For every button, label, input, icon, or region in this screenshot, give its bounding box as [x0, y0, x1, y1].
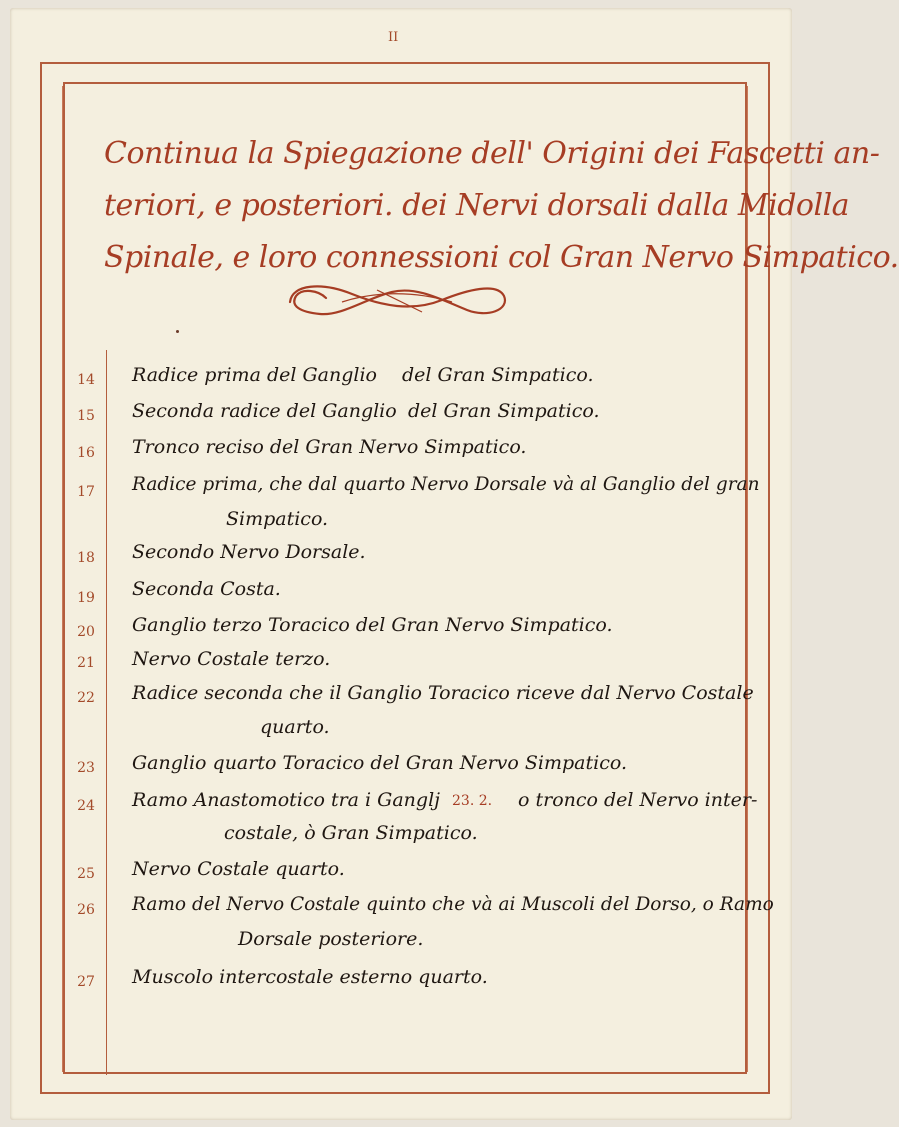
- entry-text: Ganglio terzo Toracico del Gran Nervo Simpatico.: [132, 614, 613, 636]
- entry-continuation: Simpatico.: [226, 508, 329, 530]
- entry-number: 14: [77, 372, 95, 388]
- entry-text: Secondo Nervo Dorsale.: [132, 541, 366, 563]
- figure-reference: 23. 2.: [452, 793, 493, 809]
- ink-dot: [176, 330, 179, 333]
- entry-text: Nervo Costale terzo.: [132, 648, 331, 670]
- entry-number: 26: [77, 902, 95, 918]
- entry-number: 19: [77, 590, 95, 606]
- entry-number: 16: [77, 445, 95, 461]
- entry-continuation: Dorsale posteriore.: [238, 928, 424, 950]
- entry-continuation: costale, ò Gran Simpatico.: [224, 822, 478, 844]
- page-number: II: [388, 30, 399, 45]
- heading: [104, 128, 899, 284]
- entry-text: Ganglio quarto Toracico del Gran Nervo Simpatico.: [132, 752, 627, 774]
- entry-text: Nervo Costale quarto.: [132, 858, 345, 880]
- entry-number: 24: [77, 798, 95, 814]
- entry-text: Ramo del Nervo Costale quinto che và ai Muscoli del Dorso, o Ramo: [132, 894, 774, 915]
- entry-text: Radice seconda che il Ganglio Toracico riceve dal Nervo Costale: [132, 682, 754, 704]
- number-column-rule: [106, 350, 107, 1075]
- entry-number: 25: [77, 866, 95, 882]
- entry-number: 22: [77, 690, 95, 706]
- entry-text: Muscolo intercostale esterno quarto.: [132, 966, 488, 988]
- flourish-ornament-icon: [282, 272, 512, 332]
- entry-text: Ramo Anastomotico tra i Ganglj: [132, 789, 441, 811]
- entry-text: Seconda radice del Ganglio: [132, 400, 397, 422]
- entry-text-continued: o tronco del Nervo inter-: [518, 789, 758, 811]
- entry-text-continued: del Gran Simpatico.: [402, 364, 594, 386]
- entry-number: 15: [77, 408, 95, 424]
- entry-number: 23: [77, 760, 95, 776]
- entry-text: Radice prima del Ganglio: [132, 364, 377, 386]
- entry-text-continued: del Gran Simpatico.: [408, 400, 600, 422]
- entry-number: 21: [77, 655, 95, 671]
- entry-number: 18: [77, 550, 95, 566]
- heading-line: teriori, e posteriori. dei Nervi dorsali dalla Midolla: [104, 188, 850, 223]
- entry-number: 17: [77, 484, 95, 500]
- entry-text: Radice prima, che dal quarto Nervo Dorsale và al Ganglio del gran: [132, 474, 760, 495]
- entry-number: 20: [77, 624, 95, 640]
- entry-text: Tronco reciso del Gran Nervo Simpatico.: [132, 436, 527, 458]
- heading-line: Spinale, e loro connessioni col Gran Nervo Simpatico.: [104, 240, 899, 275]
- entry-continuation: quarto.: [260, 716, 330, 738]
- heading-line: Continua la Spiegazione dell' Origini dei Fascetti an-: [104, 136, 880, 171]
- entry-text: Seconda Costa.: [132, 578, 281, 600]
- entry-number: 27: [77, 974, 95, 990]
